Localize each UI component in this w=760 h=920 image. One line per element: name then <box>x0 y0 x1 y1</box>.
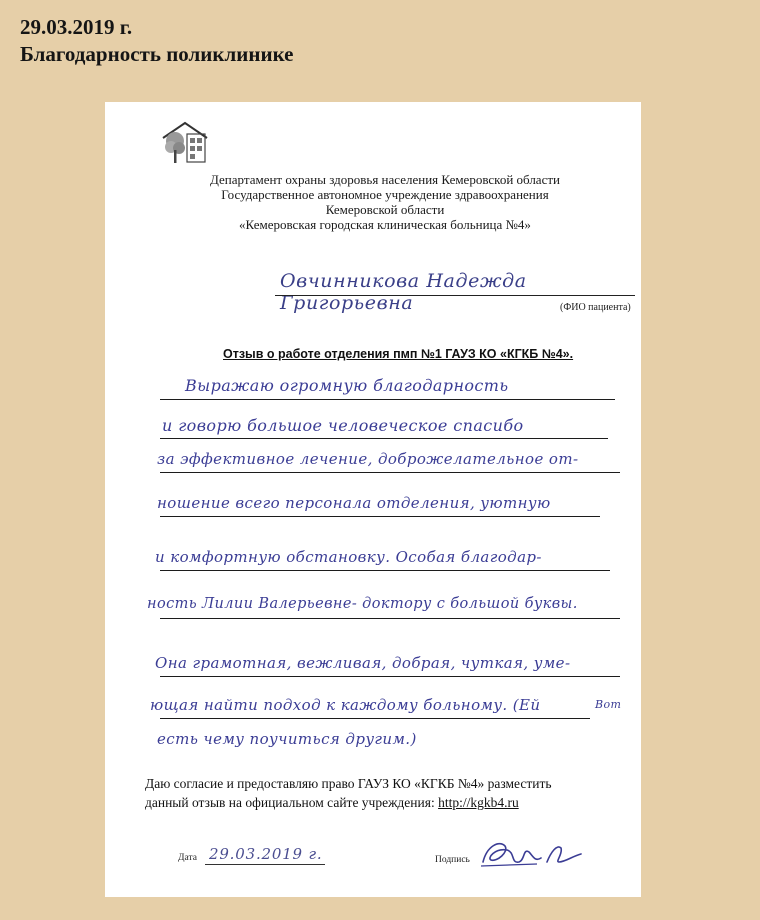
handwritten-line: ношение всего персонала отделения, уютную <box>157 494 551 512</box>
patient-name: Овчинникова Надежда Григорьевна <box>280 270 527 314</box>
ruled-line <box>160 718 590 719</box>
ruled-line <box>160 438 608 439</box>
consent-line: Даю согласие и предоставляю право ГАУЗ КО «КГКБ №4» разместить <box>145 776 552 791</box>
consent-line-2 <box>145 793 615 812</box>
handwritten-line: ность Лилии Валерьевне- доктору с большой буквы. <box>147 596 578 612</box>
handwritten-line: и комфортную обстановку. Особая благодар- <box>155 548 542 566</box>
date-underline <box>205 864 325 865</box>
handwritten-line: ющая найти подход к каждому больному. (Ей <box>150 696 541 714</box>
signature-icon <box>477 832 587 872</box>
date-value: 29.03.2019 г. <box>209 845 323 863</box>
ruled-line <box>160 399 615 400</box>
patient-label: (ФИО пациента) <box>560 302 631 313</box>
site-link[interactable]: http://kgkb4.ru <box>438 795 519 810</box>
org-line: Государственное автономное учреждение здравоохранения <box>221 187 549 202</box>
hospital-logo-icon <box>157 120 213 166</box>
handwritten-line: и говорю большое человеческое спасибо <box>162 416 524 435</box>
ruled-line <box>160 618 620 619</box>
page-header <box>20 14 293 68</box>
ruled-line <box>160 516 600 517</box>
name-underline <box>275 295 635 296</box>
consent-text <box>145 774 615 812</box>
review-document <box>105 102 641 897</box>
handwritten-line: за эффективное лечение, доброжелательное от- <box>157 450 579 468</box>
ruled-line <box>160 472 620 473</box>
ruled-line <box>160 570 610 571</box>
org-line: Департамент охраны здоровья населения Кемеровской области <box>210 172 560 187</box>
organization-block <box>195 172 575 232</box>
handwritten-margin-note: Вот <box>595 698 622 711</box>
org-line: «Кемеровская городская клиническая больница №4» <box>239 217 531 232</box>
date-label: Дата <box>178 853 197 863</box>
handwritten-line: Выражаю огромную благодарность <box>185 376 509 395</box>
signature-label: Подпись <box>435 855 470 865</box>
org-line: Кемеровской области <box>325 202 445 217</box>
handwritten-line: есть чему поучиться другим.) <box>157 730 417 748</box>
review-title: Отзыв о работе отделения пмп №1 ГАУЗ КО «КГКБ №4». <box>223 347 574 361</box>
consent-line: данный отзыв на официальном сайте учреждения: <box>145 795 439 810</box>
handwritten-line: Она грамотная, вежливая, добрая, чуткая, уме- <box>155 654 571 672</box>
ruled-line <box>160 676 620 677</box>
header-title: Благодарность поликлинике <box>20 42 294 66</box>
header-date: 29.03.2019 г. <box>20 15 133 39</box>
